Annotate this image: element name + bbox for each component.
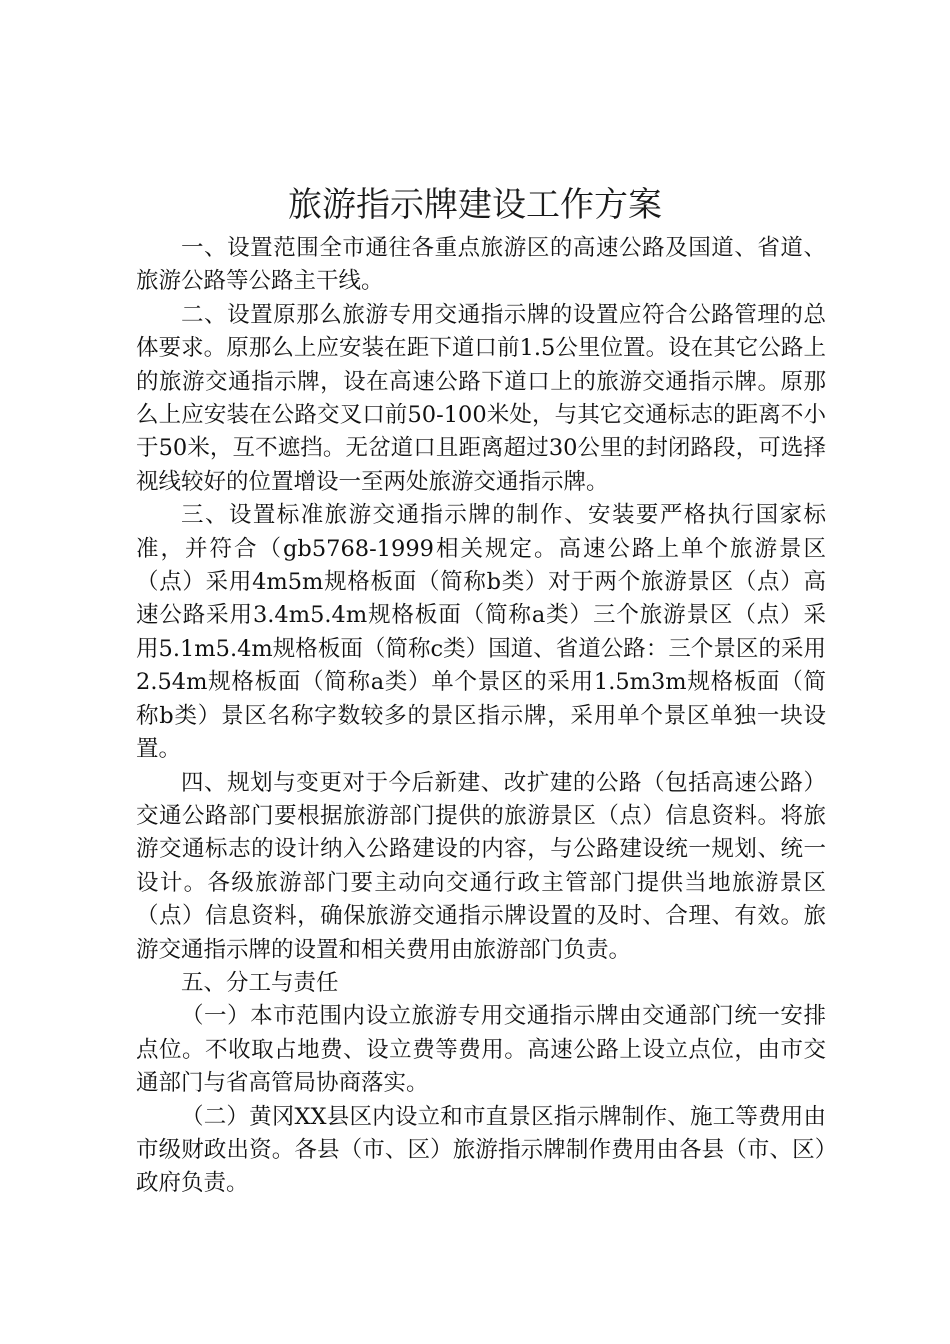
paragraph-planning: 四、规划与变更对于今后新建、改扩建的公路（包括高速公路）交通公路部门要根据旅游部门提供的旅游景区（点）信息资料。将旅游交通标志的设计纳入公路建设的内容，与公路建设统一规划、统一设计。各级旅游部门要主动向交通行政主管部门提供当地旅游景区（点）信息资料，确保旅游交通指示牌设置的及时、合理、有效。旅游交通指示牌的设置和相关费用由旅游部门负责。 [136, 769, 826, 963]
paragraph-standards: 三、设置标准旅游交通指示牌的制作、安装要严格执行国家标准，并符合（gb5768-1999相关规定。高速公路上单个旅游景区（点）采用4m5m规格板面（简称b类）对于两个旅游景区（点）高速公路采用3.4m5.4m规格板面（简称a类）三个旅游景区（点）采用5.1m5.4m规格板面（简称c类）国道、省道公路：三个景区的采用2.54m规格板面（简称a类）单个景区的采用1.5m3m规格板面（简称b类）景区名称字数较多的景区指示牌，采用单个景区单独一块设置。 [136, 502, 826, 763]
paragraph-responsibility-1: （一）本市范围内设立旅游专用交通指示牌由交通部门统一安排点位。不收取占地费、设立费等费用。高速公路上设立点位，由市交通部门与省高管局协商落实。 [136, 1003, 826, 1097]
document-title: 旅游指示牌建设工作方案 [288, 185, 662, 225]
document-body [136, 232, 826, 1201]
section-heading-responsibilities: 五、分工与责任 [181, 969, 339, 996]
paragraph-scope: 一、设置范围全市通往各重点旅游区的高速公路及国道、省道、旅游公路等公路主干线。 [136, 235, 826, 295]
paragraph-principles: 二、设置原那么旅游专用交通指示牌的设置应符合公路管理的总体要求。原那么上应安装在距下道口前1.5公里位置。设在其它公路上的旅游交通指示牌，设在高速公路下道口上的旅游交通指示牌。原那么上应安装在公路交叉口前50-100米处，与其它交通标志的距离不小于50米，互不遮挡。无岔道口且距离超过30公里的封闭路段，可选择视线较好的位置增设一至两处旅游交通指示牌。 [136, 301, 826, 495]
paragraph-responsibility-2: （二）黄冈XX县区内设立和市直景区指示牌制作、施工等费用由市级财政出资。各县（市、区）旅游指示牌制作费用由各县（市、区）政府负责。 [136, 1103, 826, 1197]
